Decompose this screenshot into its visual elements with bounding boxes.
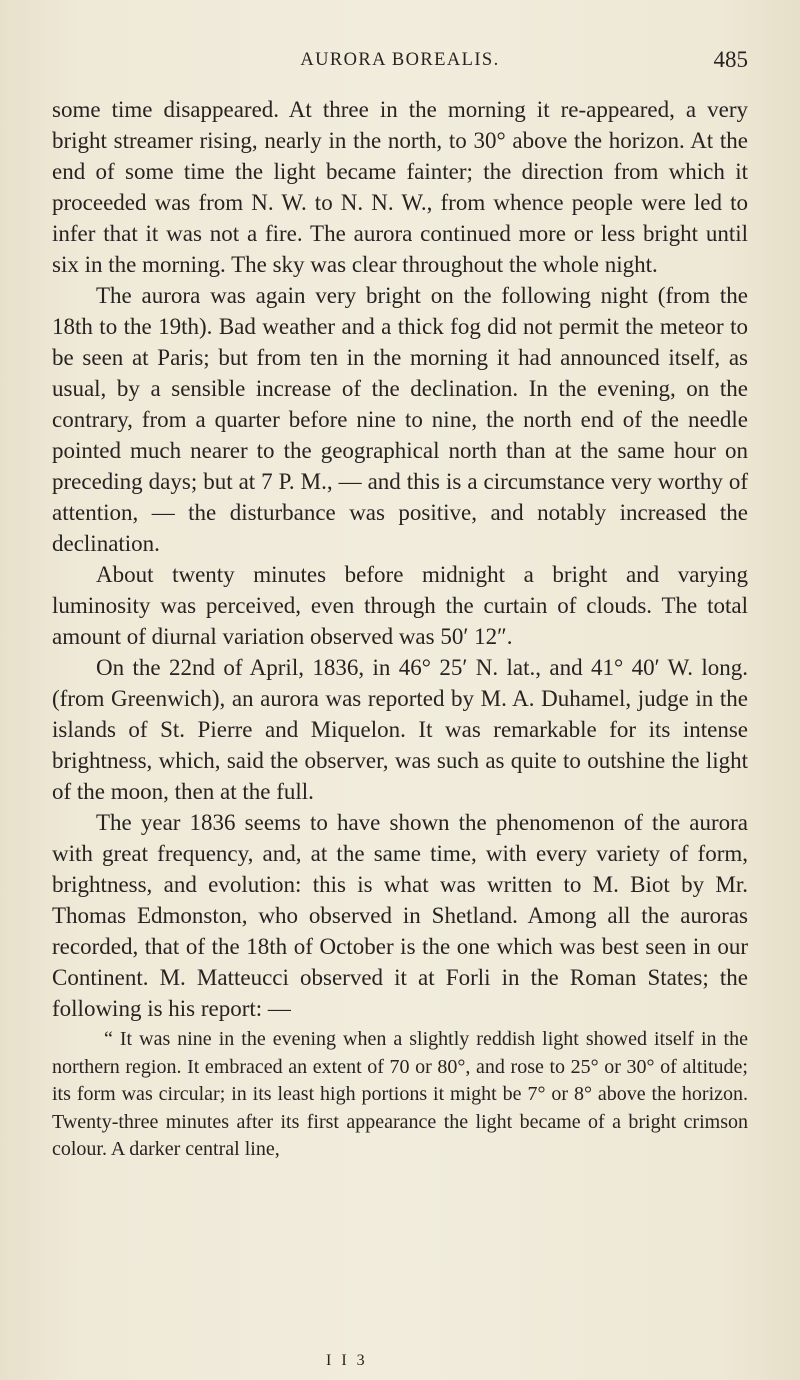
page-number: 485 [713,47,748,72]
paragraph: About twenty minutes before midnight a bright and varying luminosity was perceived, even through the curtain of clouds. The total amount of diurnal variation observed was 50′ 12″. [52,562,748,649]
quoted-report: “ It was nine in the evening when a slightly reddish light showed itself in the northern region. It embraced an extent of 70 or 80°, and rose to 25° or 30° of altitude; its form was circular; in its least high portions it might be 7° or 8° above the horizon. Twenty-three minutes after its first appearance the light became of a bright crimson colour. A darker central line, [52,1028,748,1161]
running-title: AURORA BOREALIS. [300,50,500,70]
page-header [52,48,748,80]
paragraph: On the 22nd of April, 1836, in 46° 25′ N. lat., and 41° 40′ W. long. (from Greenwich), an aurora was reported by M. A. Duhamel, judge in the islands of St. Pierre and Miquelon. It was remarkable for its intense brightness, which, said the observer, was such as quite to outshine the light of the moon, then at the full. [52,655,748,804]
signature-mark: I I 3 [326,1352,368,1369]
body-text [52,94,748,1164]
paragraph-continuation: some time disappeared. At three in the morning it re-appeared, a very bright streamer rising, nearly in the north, to 30° above the horizon. At the end of some time the light became fainter; the direction from which it proceeded was from N. W. to N. N. W., from whence people were led to infer that it was not a fire. The aurora continued more or less bright until six in the morning. The sky was clear throughout the whole night. [52,97,748,277]
paragraph: The year 1836 seems to have shown the phenomenon of the aurora with great frequency, and, at the same time, with every variety of form, brightness, and evolution: this is what was written to M. Biot by Mr. Thomas Edmonston, who observed in Shetland. Among all the auroras recorded, that of the 18th of October is the one which was best seen in our Continent. M. Matteucci observed it at Forli in the Roman States; the following is his report: — [52,810,748,1021]
paragraph: The aurora was again very bright on the following night (from the 18th to the 19th). Bad weather and a thick fog did not permit the meteor to be seen at Paris; but from ten in the morning it had announced itself, as usual, by a sensible increase of the declination. In the evening, on the contrary, from a quarter before nine to nine, the north end of the needle pointed much nearer to the geographical north than at the same hour on preceding days; but at 7 P. M., — and this is a circumstance very worthy of attention, — the disturbance was positive, and notably increased the declination. [52,283,748,556]
